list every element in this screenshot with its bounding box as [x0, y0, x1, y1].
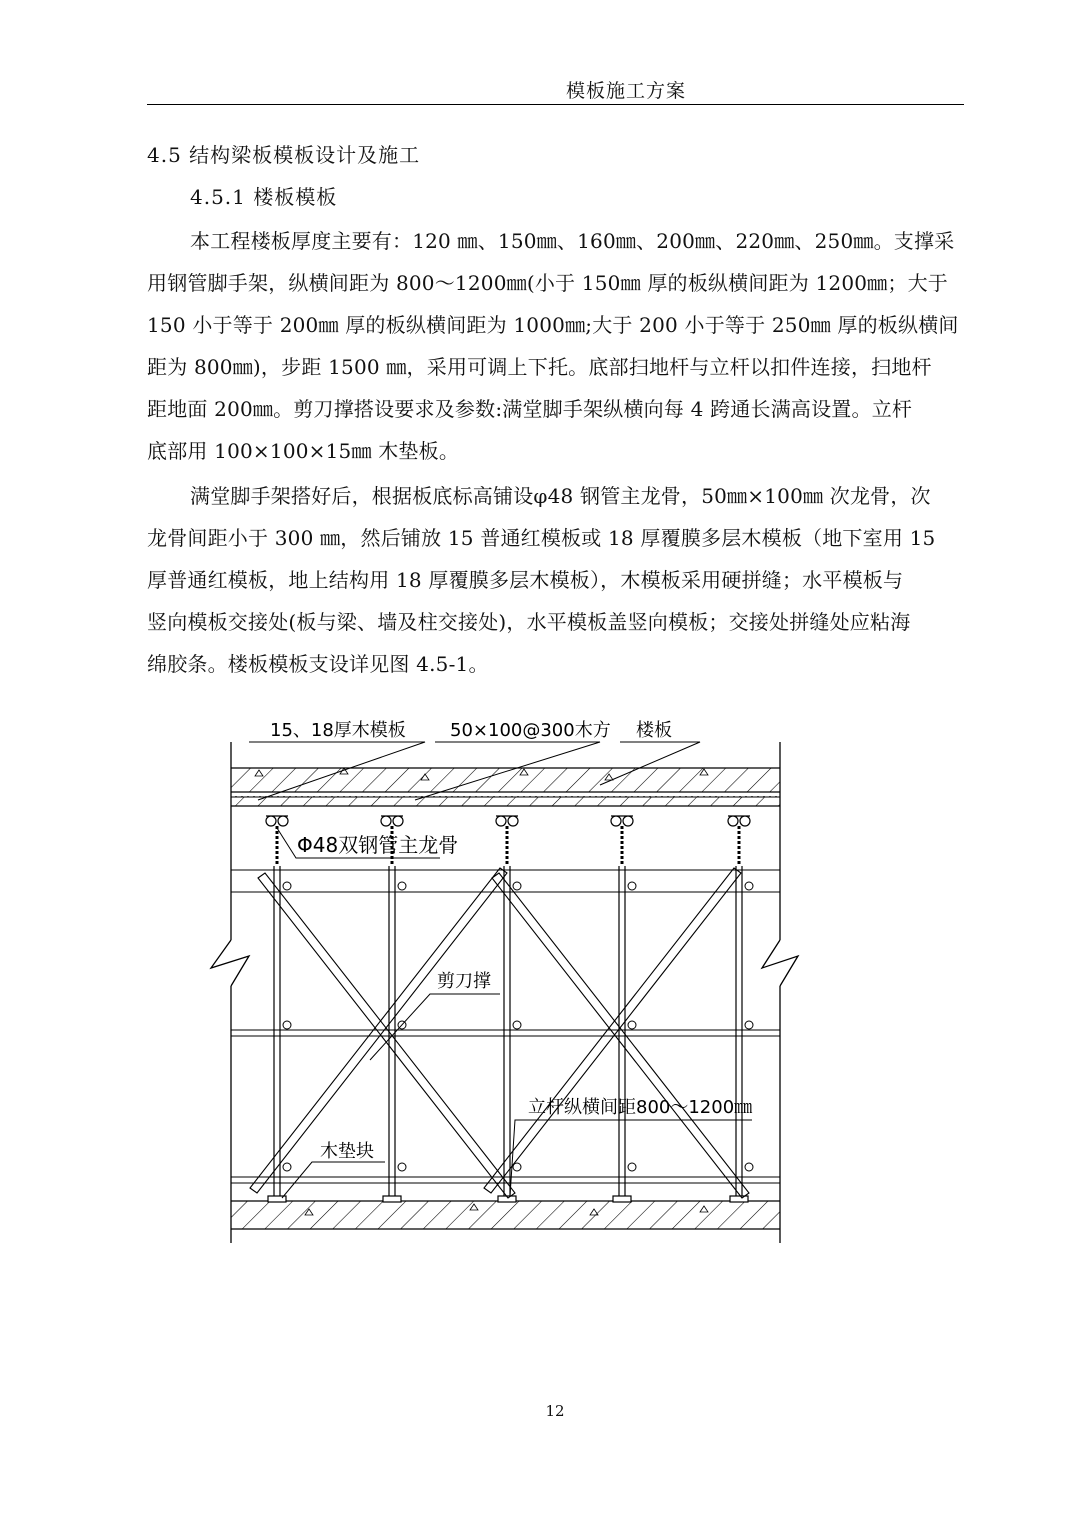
paragraph-2-line: 厚普通红模板，地上结构用 18 厚覆膜多层木模板），木模板采用硬拼缝；水平模板与 — [147, 568, 904, 592]
paragraph-1-line: 底部用 100×100×15㎜ 木垫板。 — [147, 439, 460, 463]
label-main-beam: Φ48双钢管主龙骨 — [297, 833, 459, 857]
ground-section — [231, 1201, 780, 1229]
paragraph-1-line: 用钢管脚手架，纵横间距为 800～1200㎜(小于 150㎜ 厚的板纵横间距为 1200㎜；大于 — [147, 271, 948, 295]
label-slab: 楼板 — [636, 720, 672, 741]
label-joists: 50×100@300木方 — [450, 720, 611, 741]
label-cross-brace: 剪刀撑 — [437, 971, 491, 992]
couplers — [283, 882, 753, 1171]
paragraph-2-line: 龙骨间距小于 300 ㎜，然后铺放 15 普通红模板或 18 厚覆膜多层木模板（地下室用 15 — [147, 526, 936, 550]
paragraph-1-line: 150 小于等于 200㎜ 厚的板纵横间距为 1000㎜;大于 200 小于等于 250㎜ 厚的板纵横间 — [147, 313, 959, 337]
leader-lines — [249, 742, 752, 1198]
paragraph-1-line: 本工程楼板厚度主要有：120 ㎜、150㎜、160㎜、200㎜、220㎜、250㎜。支撑采 — [190, 229, 955, 253]
paragraph-2-line: 竖向模板交接处(板与梁、墙及柱交接处)，水平模板盖竖向模板；交接处拼缝处应粘海 — [147, 610, 911, 634]
page-header-title: 模板施工方案 — [565, 80, 686, 102]
page-number: 12 — [545, 1402, 565, 1420]
label-pad: 木垫块 — [320, 1141, 374, 1162]
paragraph-1-line: 距为 800㎜)，步距 1500 ㎜，采用可调上下托。底部扫地杆与立杆以扣件连接，扫地杆 — [147, 355, 932, 379]
label-pole-spacing: 立杆纵横间距800～1200㎜ — [528, 1097, 753, 1118]
paragraph-2-line: 满堂脚手架搭好后，根据板底标高铺设φ48 钢管主龙骨，50㎜×100㎜ 次龙骨，次 — [190, 484, 931, 508]
section-heading: 4.5 结构梁板模板设计及施工 — [147, 143, 421, 167]
horizontal-tubes — [231, 870, 780, 1183]
subsection-heading: 4.5.1 楼板模板 — [190, 185, 338, 209]
pole — [611, 816, 633, 1202]
paragraph-1-line: 距地面 200㎜。剪刀撑搭设要求及参数:满堂脚手架纵横向每 4 跨通长满高设置。立杆 — [147, 397, 913, 421]
slab-section — [231, 768, 780, 806]
pole — [381, 816, 403, 1202]
paragraph-2-line: 绵胶条。楼板模板支设详见图 4.5-1。 — [147, 652, 489, 676]
label-formwork: 15、18厚木模板 — [270, 720, 406, 741]
pole — [728, 816, 750, 1202]
